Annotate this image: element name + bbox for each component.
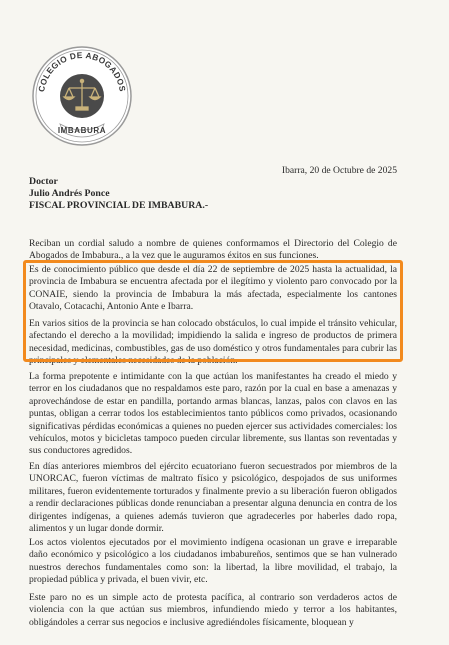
seal-text-top: COLEGIO DE ABOGADOS [36,49,128,93]
recipient-name: Julio Andrés Ponce [29,188,110,199]
recipient-position: FISCAL PROVINCIAL DE IMBABURA.- [29,200,209,211]
paragraph-context: Es de conocimiento público que desde el día 22 de septiembre de 2025 hasta la actualidad, la provincia de Imbabura se encuentra afectada por el ilegítimo y violento paro convocado por la CONAIE, siendo la provincia de Imbabura la más afectada, especialmente los cantones Otavalo, Cotacachi, Antonio Ante e Ibarra. [29,264,397,313]
college-seal-logo [30,44,134,148]
seal-text-bottom: IMBABURA [57,126,107,135]
paragraph-obstacles: En varios sitios de la provincia se han colocado obstáculos, lo cual impide el tránsito vehicular, afectando el derecho a la movilidad; impidiendo la salida e ingreso de productos de primera necesidad, medicinas, combustibles, gas de uso doméstico y otros fundamentales para cubrir las principales y elementales necesidades de la población. [29,318,397,367]
paragraph-violence: Este paro no es un simple acto de protesta pacífica, al contrario son verdaderos actos de violencia con la que actúan sus miembros, infundiendo miedo y terror a los habitantes, obligándoles a cerrar sus negocios e inclusive agrediéndoles físicamente, bloquean y [29,592,397,628]
paragraph-greeting: Reciban un cordial saludo a nombre de quienes conformamos el Directorio del Colegio de Abogados de Imbabura., a la vez que le auguramos éxitos en sus funciones. [29,238,397,262]
paragraph-military: En días anteriores miembros del ejército ecuatoriano fueron secuestrados por miembros de la UNORCAC, fueron víctimas de maltrato físico y psicológico, despojados de sus uniformes militares, fueron evidentemente torturados y finalmente previo a su liberación fueron obligados a rendir declaraciones públicas donde renunciaban a presentar alguna denuncia en contra de los dirigentes indígenas, a quienes además tuvieron que agradecerles por haberles dado ropa, alimentos y un lugar donde dormir. [29,461,397,535]
highlight-box [23,260,403,362]
letter-date: Ibarra, 20 de Octubre de 2025 [281,165,397,176]
recipient-block [29,176,208,212]
recipient-title: Doctor [29,176,58,187]
paragraph-intimidation: La forma prepotente e intimidante con la que actúan los manifestantes ha creado el miedo y terror en los ciudadanos que no respaldamos este paro, razón por la cual en base a amenazas y aprovechándose de estar en pandilla, portando armas blancas, lanzas, palos con clavos en las puntas, obligan a cerrar todos los establecimientos tanto públicos como privados, ocasionando significativas pérdidas económicas a quienes no pueden ejercer sus actividades comerciales: los vehículos, motos y bicicletas tampoco pueden circular libremente, sus llantas son reventadas y sus conductores agredidos. [29,371,397,457]
paragraph-damage: Los actos violentos ejecutados por el movimiento indígena ocasionan un grave e irreparable daño económico y psicológico a los ciudadanos imbabureños, sentimos que se han vulnerado nuestros derechos fundamentales como son: la libertad, la libre movilidad, el trabajo, la propiedad pública y privada, el buen vivir, etc. [29,537,397,586]
